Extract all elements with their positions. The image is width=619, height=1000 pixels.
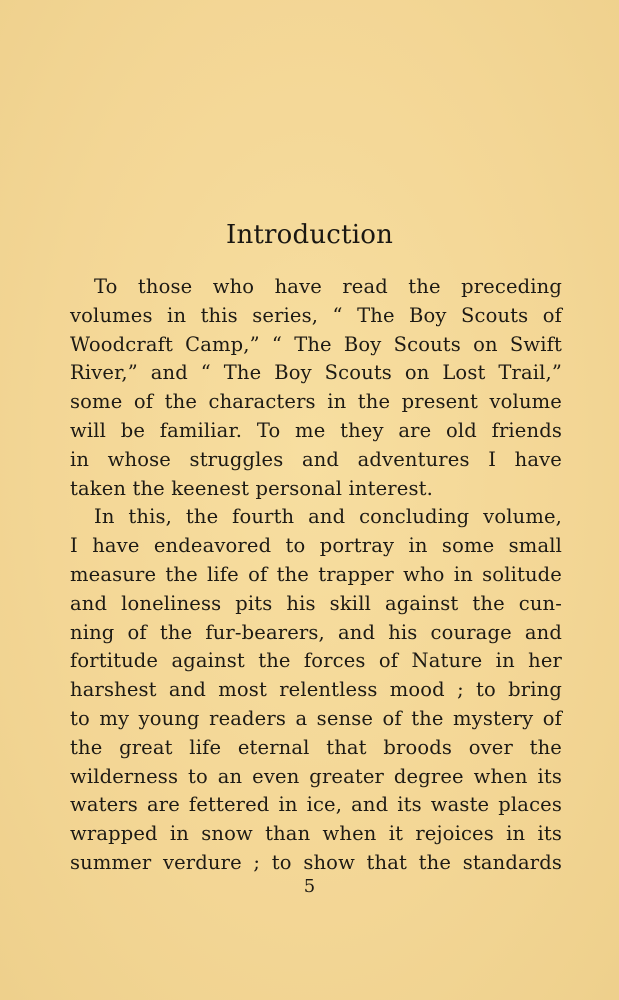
text-line: will be familiar. To me they are old friends bbox=[70, 418, 562, 442]
text-line: summer verdure ; to show that the standards bbox=[70, 850, 562, 874]
body-text bbox=[70, 273, 562, 878]
text-line: taken the keenest personal interest. bbox=[70, 476, 433, 500]
page-number: 5 bbox=[303, 876, 316, 897]
text-line: waters are fettered in ice, and its waste places bbox=[70, 793, 562, 817]
text-line: volumes in this series, “ The Boy Scouts of bbox=[70, 303, 562, 327]
text-line: In this, the fourth and concluding volume, bbox=[94, 505, 562, 529]
text-line: and loneliness pits his skill against the cun- bbox=[70, 591, 562, 615]
text-line: River,” and “ The Boy Scouts on Lost Trail,” bbox=[70, 361, 562, 385]
text-line: Woodcraft Camp,” “ The Boy Scouts on Swift bbox=[70, 332, 562, 356]
text-line: in whose struggles and adventures I have bbox=[70, 447, 562, 471]
text-line: ning of the fur-bearers, and his courage and bbox=[70, 620, 562, 644]
text-line: some of the characters in the present volume bbox=[70, 390, 562, 414]
text-line: wrapped in snow than when it rejoices in its bbox=[70, 822, 562, 846]
text-line: I have endeavored to portray in some small bbox=[70, 534, 562, 558]
text-line: harshest and most relentless mood ; to bring bbox=[70, 678, 562, 702]
text-line: To those who have read the preceding bbox=[94, 275, 562, 298]
text-line: to my young readers a sense of the mystery of bbox=[70, 706, 562, 730]
text-line: fortitude against the forces of Nature in her bbox=[70, 649, 562, 673]
chapter-title: Introduction bbox=[225, 220, 394, 250]
text-line: wilderness to an even greater degree when its bbox=[70, 764, 562, 788]
text-line: the great life eternal that broods over the bbox=[70, 735, 562, 759]
text-line: measure the life of the trapper who in solitude bbox=[70, 562, 562, 586]
